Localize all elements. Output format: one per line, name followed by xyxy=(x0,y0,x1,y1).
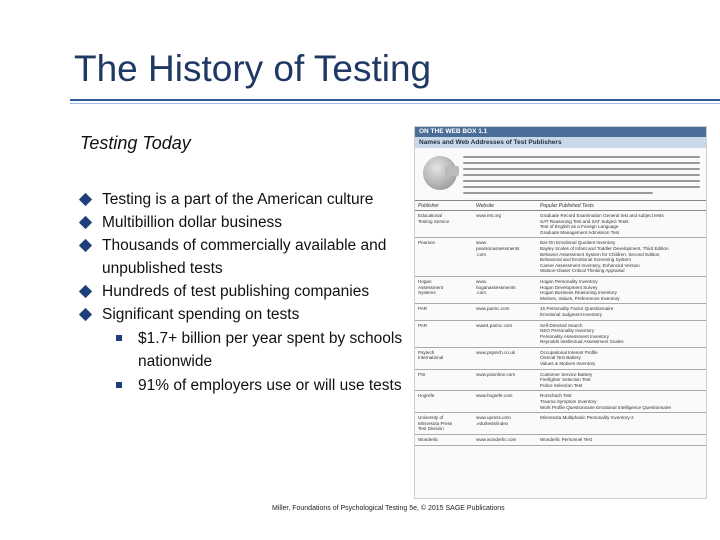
cell-line: Self-Directed Search xyxy=(540,322,583,328)
cell-line: PSI xyxy=(418,371,426,377)
bullet-text: Significant spending on tests xyxy=(102,306,300,323)
diamond-bullet-icon xyxy=(79,285,92,298)
cell-line: Assessment xyxy=(418,284,444,290)
sub-bullet-text: $1.7+ billion per year spent by schools nationwide xyxy=(138,330,403,370)
cell-line: Pearson xyxy=(418,240,436,246)
table-row xyxy=(415,369,706,391)
cell-line: 16 Personality Factor Questionnaire xyxy=(540,306,614,312)
publisher-cell xyxy=(415,238,473,277)
bullet-text: Thousands of commercially available and unpublished tests xyxy=(102,237,387,277)
cell-line: www.parinc.com xyxy=(476,306,510,312)
cell-line: Bar-On Emotional Quotient Inventory xyxy=(540,240,616,246)
cell-line: Occupational Interest Profile xyxy=(540,349,598,355)
cell-line: .com xyxy=(476,251,486,257)
website-cell xyxy=(473,320,537,347)
cell-line: Testing Service xyxy=(418,218,450,224)
table-row xyxy=(415,320,706,347)
cell-line: Hogan Business Reasoning Inventory xyxy=(540,290,617,296)
publisher-cell xyxy=(415,304,473,320)
cell-line: Psytech xyxy=(418,349,435,355)
header-tests: Popular Published Tests xyxy=(537,201,706,211)
figure-intro xyxy=(415,148,706,200)
web-box-figure xyxy=(414,126,707,499)
diamond-bullet-icon xyxy=(79,308,92,321)
cell-line: www.upress.umn xyxy=(476,415,511,421)
table-row xyxy=(415,435,706,446)
title-rule xyxy=(70,99,720,101)
table-row xyxy=(415,304,706,320)
cell-line: Hogan xyxy=(418,278,432,284)
intro-text-block xyxy=(463,152,700,198)
website-cell xyxy=(473,238,537,277)
cell-line: .com xyxy=(476,290,486,296)
publisher-cell xyxy=(415,369,473,391)
cell-line: www.wonderlic.com xyxy=(476,437,517,442)
bullet-item xyxy=(80,280,410,303)
tests-cell xyxy=(537,320,706,347)
tests-cell xyxy=(537,238,706,277)
table-header-row xyxy=(415,201,706,211)
bullet-item xyxy=(80,234,410,280)
tests-cell xyxy=(537,435,706,446)
cell-line: PAR xyxy=(418,306,428,312)
tests-cell xyxy=(537,347,706,369)
cell-line: Reynolds Intellectual Assessment Scales xyxy=(540,339,624,345)
bullet-item xyxy=(80,211,410,234)
tests-cell xyxy=(537,391,706,413)
cell-line: Trauma Symptom Inventory xyxy=(540,399,597,405)
cell-line: Minnesota Multiphasic Personality Inventory-2 xyxy=(540,415,634,421)
diamond-bullet-icon xyxy=(79,216,92,229)
website-cell xyxy=(473,369,537,391)
cell-line: Hogrefe xyxy=(418,393,435,399)
table-row xyxy=(415,413,706,435)
tests-cell xyxy=(537,413,706,435)
tests-cell xyxy=(537,276,706,303)
cell-line: Minnesota Press xyxy=(418,420,453,426)
header-publisher: Publisher xyxy=(415,201,473,211)
table-row xyxy=(415,391,706,413)
cell-line: Values & Motives Inventory xyxy=(540,361,596,367)
cell-line: www.psionline.com xyxy=(476,371,516,377)
cell-line: Hogan Development Survey xyxy=(540,284,598,290)
cell-line: Watson-Glaser Critical Thinking Appraisal xyxy=(540,268,625,274)
cell-line: Behavior Assessment System for Children, Second Edition, xyxy=(540,251,661,257)
website-cell xyxy=(473,347,537,369)
cell-line: hoganassessments xyxy=(476,284,516,290)
title-rule-accent xyxy=(70,103,720,104)
slide-subtitle: Testing Today xyxy=(80,133,191,153)
cell-line: University of xyxy=(418,415,444,421)
cell-line: Educational xyxy=(418,213,443,218)
cell-line: Police Selection Test xyxy=(540,382,583,388)
publisher-cell xyxy=(415,276,473,303)
website-cell xyxy=(473,304,537,320)
cell-line: Customer Service Battery xyxy=(540,371,593,377)
cell-line: www4.parinc.com xyxy=(476,322,513,328)
tests-cell xyxy=(537,211,706,238)
cell-line: Rorschach Test xyxy=(540,393,572,399)
sub-bullet-item xyxy=(80,374,410,397)
cell-line: Hogan Personality Inventory xyxy=(540,278,598,284)
cell-line: Graduate Record Examination General test and subject tests xyxy=(540,213,664,218)
cell-line: .edu/tests/index xyxy=(476,420,509,426)
cell-line: www. xyxy=(476,278,487,284)
cell-line: SAT Reasoning Test and SAT Subject Tests xyxy=(540,218,629,224)
tests-cell xyxy=(537,369,706,391)
publisher-cell xyxy=(415,211,473,238)
bullet-list xyxy=(80,188,410,397)
bullet-text: Multibillion dollar business xyxy=(102,214,283,231)
cell-line: Behavioral and Emotional Screening System xyxy=(540,257,631,263)
bullet-text: Hundreds of test publishing companies xyxy=(102,283,370,300)
publisher-cell xyxy=(415,320,473,347)
cell-line: Motives, Values, Preferences Inventory xyxy=(540,295,620,301)
cell-line: Clerical Test Battery xyxy=(540,355,581,361)
cell-line: www.psytech.co.uk xyxy=(476,349,516,355)
cell-line: www. xyxy=(476,240,487,246)
sub-bullet-text: 91% of employers use or will use tests xyxy=(138,377,402,394)
publisher-cell xyxy=(415,435,473,446)
cell-line: Firefighter Selection Test xyxy=(540,377,591,383)
cell-line: pearsonassessments xyxy=(476,245,520,251)
computer-mouse-icon xyxy=(445,166,459,176)
publisher-cell xyxy=(415,391,473,413)
cell-line: Personality Assessment Inventory xyxy=(540,333,609,339)
cell-line: www.hogrefe.com xyxy=(476,393,513,399)
square-bullet-icon xyxy=(116,335,122,341)
slide-title: The History of Testing xyxy=(74,48,432,89)
cell-line: Career Assessment Inventory, Enhanced Version xyxy=(540,262,640,268)
cell-line: www.ets.org xyxy=(476,213,502,218)
website-cell xyxy=(473,391,537,413)
bullet-text: Testing is a part of the American culture xyxy=(102,191,374,208)
website-cell xyxy=(473,211,537,238)
website-cell xyxy=(473,276,537,303)
diamond-bullet-icon xyxy=(79,193,92,206)
publisher-table xyxy=(415,200,706,446)
cell-line: NEO Personality Inventory xyxy=(540,328,595,334)
website-cell xyxy=(473,435,537,446)
table-row xyxy=(415,347,706,369)
diamond-bullet-icon xyxy=(79,239,92,252)
figure-title: Names and Web Addresses of Test Publishers xyxy=(415,137,706,148)
cell-line: Emotional Judgment Inventory xyxy=(540,311,603,317)
tests-cell xyxy=(537,304,706,320)
slide-footer: Miller, Foundations of Psychological Testing 5e, © 2015 SAGE Publications xyxy=(272,505,505,512)
table-row xyxy=(415,276,706,303)
table-row xyxy=(415,238,706,277)
square-bullet-icon xyxy=(116,382,122,388)
cell-line: Graduate Management Admission Test xyxy=(540,229,620,235)
cell-line: Test of English as a Foreign Language xyxy=(540,224,619,230)
cell-line: Work Profile Questionnaire Emotional Intelligence Questionnaire xyxy=(540,404,671,410)
cell-line: Test Division xyxy=(418,426,444,432)
cell-line: Wonderlic Personnel Test xyxy=(540,437,592,442)
cell-line: Wonderlic xyxy=(418,437,439,442)
header-website: Website xyxy=(473,201,537,211)
figure-box-label: ON THE WEB BOX 1.1 xyxy=(415,127,706,137)
cell-line: Bayley Scales of Infant and Toddler Development, Third Edition xyxy=(540,245,669,251)
table-row xyxy=(415,211,706,238)
bullet-item xyxy=(80,303,410,326)
cell-line: PAR xyxy=(418,322,428,328)
website-cell xyxy=(473,413,537,435)
bullet-item xyxy=(80,188,410,211)
publisher-cell xyxy=(415,413,473,435)
cell-line: International xyxy=(418,355,444,361)
cell-line: Systems xyxy=(418,290,436,296)
sub-bullet-item xyxy=(80,327,410,373)
publisher-cell xyxy=(415,347,473,369)
